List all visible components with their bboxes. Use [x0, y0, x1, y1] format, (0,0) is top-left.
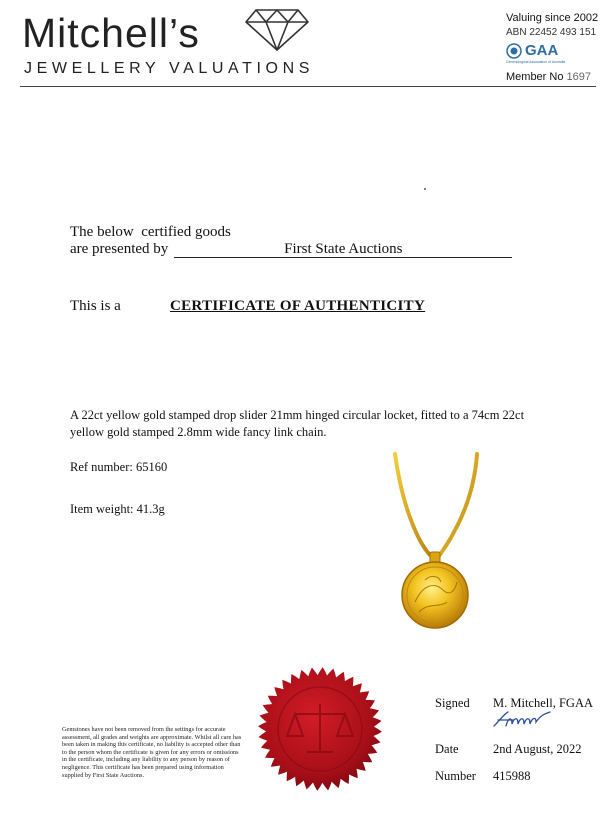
brand-subtitle: JEWELLERY VALUATIONS: [24, 60, 314, 77]
header-divider: [20, 86, 596, 87]
gaa-badge: [506, 42, 558, 59]
gaa-logo-text: GAA: [525, 42, 559, 59]
weight-value: 41.3g: [136, 502, 165, 516]
number-value: 415988: [493, 769, 531, 783]
disclaimer-text: Gemstones have not been removed from the settings for accurate assessment, all grades and weights are approximate. Whilst all care has been taken in making this certificate, no liability is accepted other than to the person whom the certificate is given for any errors or omissions in the certificate, including any liability to any person by reason of negligence. This certificate has been prepared using information supplied by First State Auctions.: [62, 726, 242, 779]
ref-value: 65160: [135, 460, 168, 474]
gold-locket-image: [385, 452, 491, 630]
intro-line-1: The below certified goods: [70, 224, 231, 240]
ref-number: [70, 460, 167, 475]
presented-by-label: are presented by: [70, 241, 169, 257]
stray-dot: [424, 188, 426, 190]
abn-number: ABN 22452 493 151: [506, 27, 597, 38]
number-label: Number: [435, 769, 476, 783]
ref-label: Ref number:: [70, 460, 133, 474]
member-number: [506, 71, 591, 83]
certificate-prefix: This is a: [70, 298, 121, 314]
intro-line-2: [70, 241, 512, 258]
valuing-since: Valuing since 2002: [506, 12, 599, 24]
handwritten-signature: [490, 706, 560, 732]
gaa-emblem-icon: [506, 43, 522, 59]
presenter-name: First State Auctions: [174, 241, 512, 258]
member-value: 1697: [566, 71, 592, 83]
signed-label: Signed: [435, 696, 470, 710]
weight-label: Item weight:: [70, 502, 134, 516]
item-weight: [70, 502, 165, 517]
item-description: A 22ct yellow gold stamped drop slider 21mm hinged circular locket, fitted to a 74cm 22ct yellow gold stamped 2.8mm wide fancy link chain.: [70, 408, 525, 439]
signed-value: M. Mitchell, FGAA: [493, 696, 593, 710]
brand-name: Mitchell’s: [22, 10, 200, 56]
date-label: Date: [435, 742, 459, 756]
wax-seal-icon: [255, 664, 385, 794]
gaa-subtitle: Gemmological Association of Australia: [506, 60, 566, 64]
member-label: Member No: [506, 71, 564, 83]
diamond-logo-icon: [244, 8, 310, 52]
date-value: 2nd August, 2022: [493, 742, 582, 756]
certificate-title: CERTIFICATE OF AUTHENTICITY: [170, 298, 426, 314]
